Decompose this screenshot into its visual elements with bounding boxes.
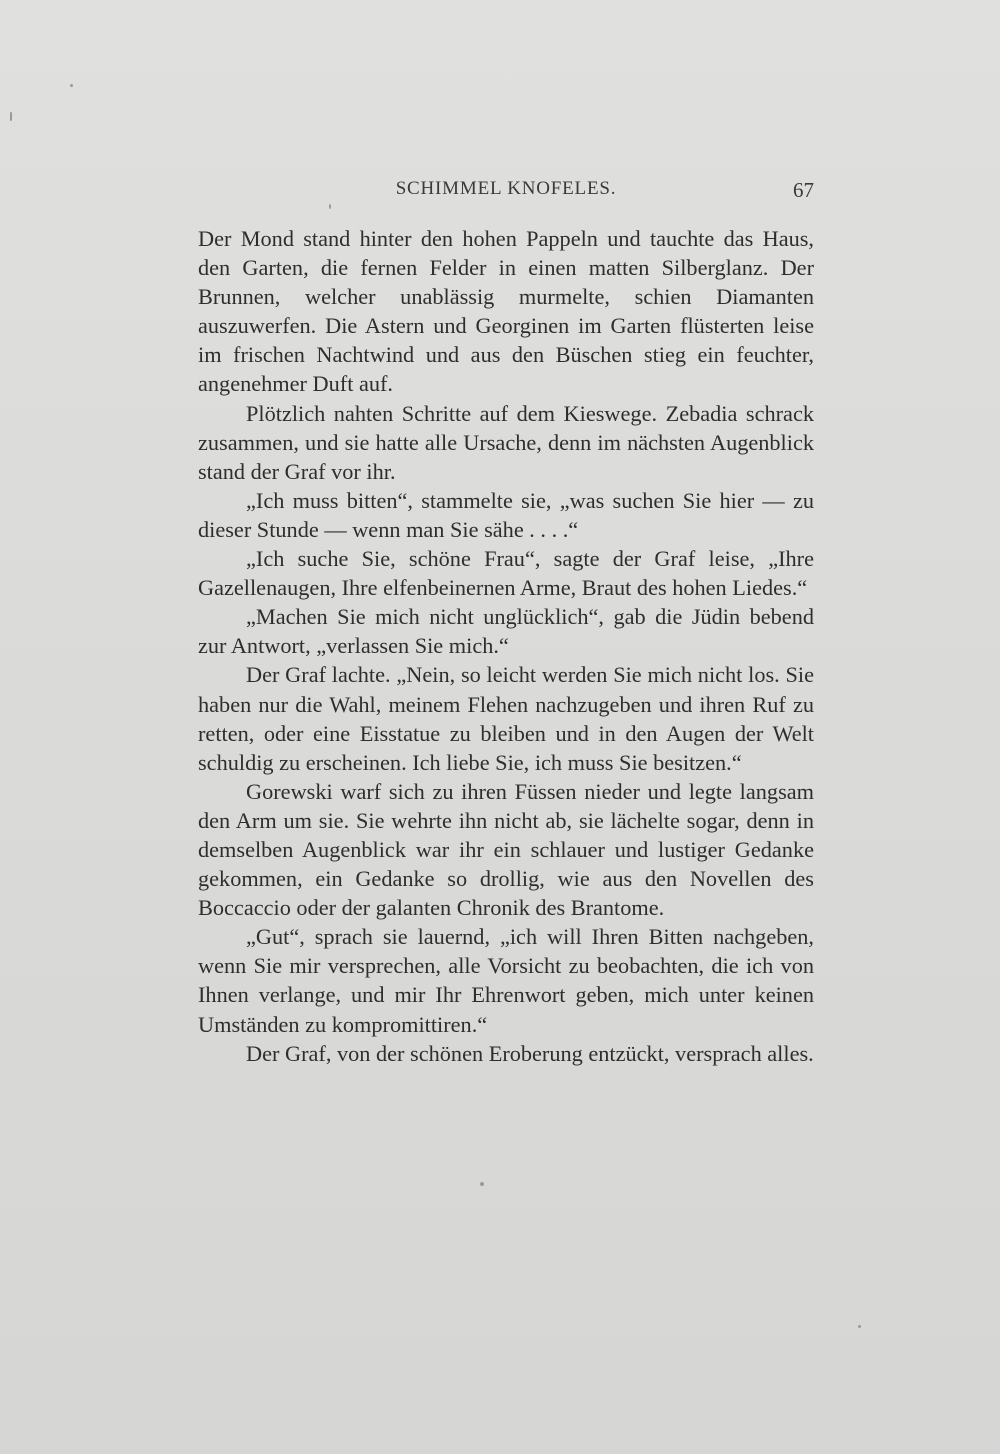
paragraph: Plötzlich nahten Schritte auf dem Kieswege. Zebadia schrack zusammen, und sie hatte alle Ursache, denn im nächsten Augenblick stand der Graf vor ihr. bbox=[198, 400, 814, 484]
paragraph: Der Graf lachte. „Nein, so leicht werden Sie mich nicht los. Sie haben nur die Wahl, meinem Flehen nachzugeben und ihren Ruf zu retten, oder eine Eisstatue zu bleiben und in den Augen der Welt schuldig zu erscheinen. Ich liebe Sie, ich muss Sie besitzen.“ bbox=[198, 662, 814, 775]
paper-speck bbox=[70, 84, 73, 87]
paragraph: Gorewski warf sich zu ihren Füssen nieder und legte langsam den Arm um sie. Sie wehrte ihn nicht ab, sie lächelte sogar, denn in demselben Augenblick war ihr ein schlauer und lustiger Gedanke gekommen, ein Gedanke so drollig, wie aus den Novellen des Boccaccio oder der galanten Chronik des Brantome. bbox=[198, 778, 814, 921]
running-title: SCHIMMEL KNOFELES. bbox=[395, 178, 617, 199]
page-number: 67 bbox=[793, 178, 814, 202]
paragraph: „Gut“, sprach sie lauernd, „ich will Ihren Bitten nachgeben, wenn Sie mir versprechen, alle Vorsicht zu beobachten, die ich von Ihnen verlange, und mir Ihr Ehrenwort geben, mich unter keinen Umständen zu kompromittiren.“ bbox=[198, 924, 814, 1037]
paragraph: Der Graf, von der schönen Eroberung entzückt, versprach alles. bbox=[246, 1040, 814, 1066]
paragraph: „Machen Sie mich nicht unglücklich“, gab die Jüdin bebend zur Antwort, „verlassen Sie mich.“ bbox=[198, 604, 814, 659]
paragraph: „Ich suche Sie, schöne Frau“, sagte der Graf leise, „Ihre Gazellenaugen, Ihre elfenbeinernen Arme, Braut des hohen Liedes.“ bbox=[198, 546, 814, 601]
paper-speck bbox=[10, 112, 12, 121]
running-head bbox=[198, 178, 814, 208]
paragraph: „Ich muss bitten“, stammelte sie, „was suchen Sie hier — zu dieser Stunde — wenn man Sie sähe . . . .“ bbox=[198, 487, 814, 542]
paper-speck bbox=[480, 1182, 484, 1186]
paper-speck bbox=[858, 1325, 861, 1328]
body-text bbox=[198, 224, 814, 1068]
paragraph: Der Mond stand hinter den hohen Pappeln und tauchte das Haus, den Garten, die fernen Felder in einen matten Silberglanz. Der Brunnen, welcher unablässig murmelte, schien Diamanten auszuwerfen. Die Astern und Georginen im Garten flüsterten leise im frischen Nachtwind und aus den Büschen stieg ein feuchter, angenehmer Duft auf. bbox=[198, 226, 814, 397]
